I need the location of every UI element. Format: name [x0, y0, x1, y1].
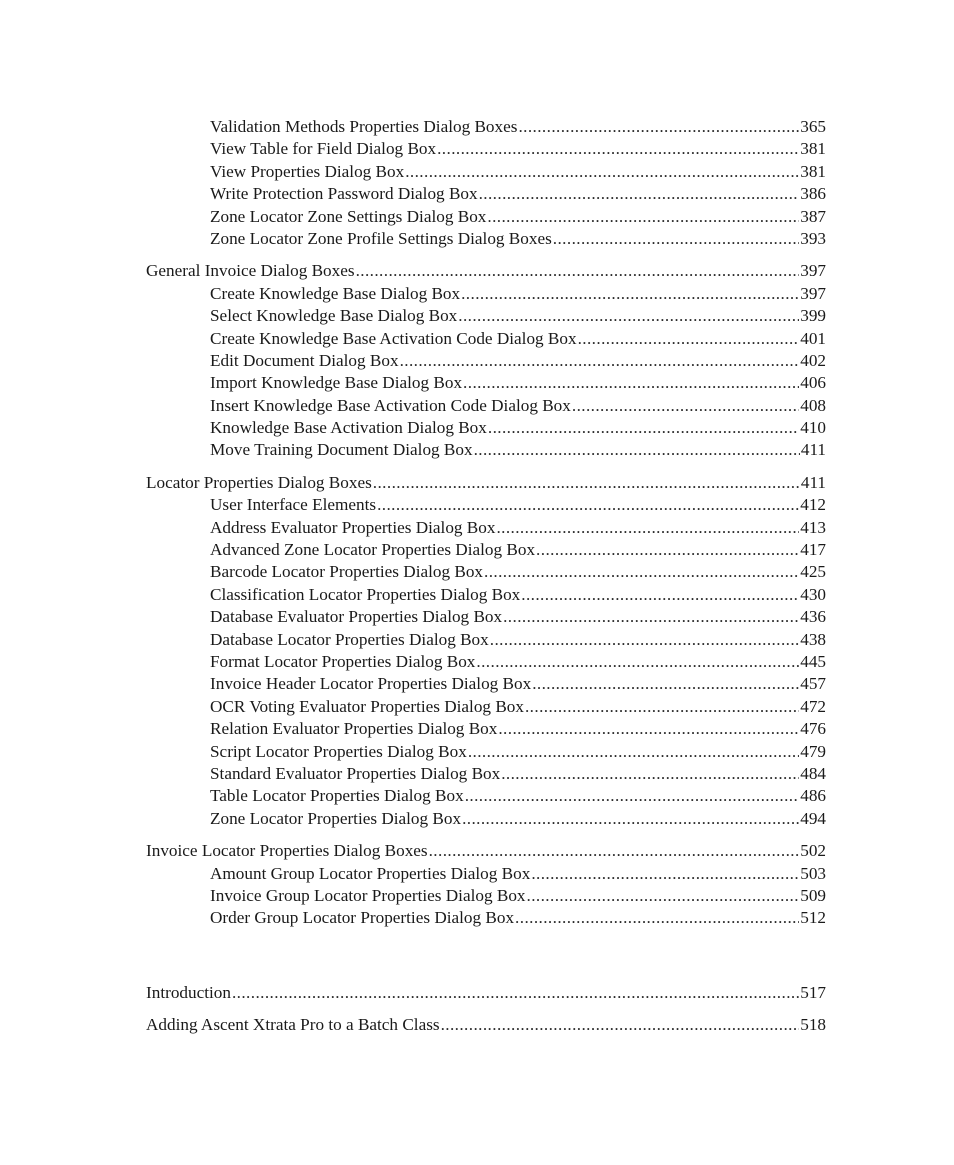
- dot-leader: [474, 439, 800, 461]
- toc-subentry[interactable]: [146, 305, 826, 327]
- toc-page-number: 503: [800, 863, 826, 883]
- toc-page-number: 472: [800, 696, 826, 716]
- toc-page-number: 413: [800, 517, 826, 537]
- dot-leader: [501, 763, 799, 785]
- toc-page-number: 476: [800, 719, 826, 739]
- toc-page-number: 397: [800, 261, 826, 281]
- toc-page-number: 365: [800, 117, 826, 136]
- dot-leader: [458, 305, 799, 327]
- toc-entry-title: Move Training Document Dialog Box: [210, 440, 473, 460]
- dot-leader: [532, 673, 799, 695]
- dot-leader: [515, 907, 799, 929]
- toc-page-number: 408: [800, 395, 826, 415]
- dot-leader: [429, 840, 800, 862]
- toc-heading-entry[interactable]: [146, 260, 826, 282]
- toc-section: [146, 116, 826, 250]
- dot-leader: [484, 561, 799, 583]
- toc-subentry[interactable]: [146, 372, 826, 394]
- toc-subentry[interactable]: [146, 539, 826, 561]
- dot-leader: [521, 584, 799, 606]
- toc-entry-title: Locator Properties Dialog Boxes: [146, 472, 372, 492]
- dot-leader: [487, 206, 799, 228]
- dot-leader: [373, 472, 800, 494]
- toc-subentry[interactable]: [146, 718, 826, 740]
- toc-entry-title: Validation Methods Properties Dialog Boxes: [210, 117, 518, 136]
- toc-subentry[interactable]: [146, 629, 826, 651]
- dot-leader: [377, 494, 799, 516]
- toc-page-number: 401: [800, 328, 826, 348]
- toc-subentry[interactable]: [146, 494, 826, 516]
- dot-leader: [496, 517, 799, 539]
- toc-entry-title: Format Locator Properties Dialog Box: [210, 651, 476, 671]
- toc-heading-entry[interactable]: [146, 840, 826, 862]
- dot-leader: [572, 395, 799, 417]
- toc-page-number: 502: [800, 841, 826, 861]
- dot-leader: [437, 138, 799, 160]
- toc-subentry[interactable]: [146, 328, 826, 350]
- toc-page-number: 457: [800, 674, 826, 694]
- toc-entry-title: Order Group Locator Properties Dialog Box: [210, 908, 515, 928]
- dot-leader: [463, 372, 799, 394]
- toc-page-number: 436: [800, 607, 826, 627]
- toc-page-number: 486: [800, 786, 826, 806]
- dot-leader: [468, 741, 799, 763]
- dot-leader: [356, 260, 800, 282]
- toc-subentry[interactable]: [146, 283, 826, 305]
- dot-leader: [479, 183, 800, 205]
- toc-subentry[interactable]: [146, 808, 826, 830]
- toc-subentry[interactable]: [146, 116, 826, 138]
- dot-leader: [527, 885, 800, 907]
- toc-page-number: 387: [800, 206, 826, 226]
- toc-entry-title: Knowledge Base Activation Dialog Box: [210, 418, 487, 438]
- dot-leader: [553, 228, 799, 250]
- dot-leader: [405, 161, 799, 183]
- dot-leader: [488, 417, 799, 439]
- toc-subentry[interactable]: [146, 228, 826, 250]
- toc-page-number: 406: [800, 373, 826, 393]
- toc-entry-title: Write Protection Password Dialog Box: [210, 184, 478, 204]
- table-of-contents: [146, 116, 826, 1036]
- dot-leader: [578, 328, 800, 350]
- toc-subentry[interactable]: [146, 350, 826, 372]
- toc-page-number: 412: [800, 495, 826, 515]
- dot-leader: [518, 116, 799, 138]
- toc-subentry[interactable]: [146, 138, 826, 160]
- toc-entry-title: Select Knowledge Base Dialog Box: [210, 306, 458, 326]
- toc-entry-title: Zone Locator Zone Settings Dialog Box: [210, 206, 487, 226]
- toc-subentry[interactable]: [146, 584, 826, 606]
- toc-entry-title: Insert Knowledge Base Activation Code Dialog Box: [210, 395, 571, 415]
- toc-page-number: 411: [800, 472, 826, 492]
- dot-leader: [441, 1014, 800, 1036]
- toc-page-number: 517: [800, 982, 826, 1002]
- toc-subentry[interactable]: [146, 763, 826, 785]
- toc-entry-title: Create Knowledge Base Dialog Box: [210, 283, 461, 303]
- toc-entry-title: View Properties Dialog Box: [210, 161, 405, 181]
- toc-page-number: 417: [800, 540, 826, 560]
- dot-leader: [503, 606, 799, 628]
- toc-entry-title: Zone Locator Properties Dialog Box: [210, 808, 462, 828]
- toc-page-number: 438: [800, 629, 826, 649]
- dot-leader: [490, 629, 799, 651]
- toc-subentry[interactable]: [146, 161, 826, 183]
- dot-leader: [462, 808, 799, 830]
- toc-section: [146, 840, 826, 930]
- dot-leader: [525, 696, 799, 718]
- toc-page-number: 494: [800, 808, 826, 828]
- toc-section: [146, 1014, 826, 1036]
- toc-section: [146, 472, 826, 830]
- toc-entry-title: Create Knowledge Base Activation Code Dialog Box: [210, 328, 577, 348]
- toc-page-number: 397: [800, 283, 826, 303]
- toc-entry-title: Script Locator Properties Dialog Box: [210, 741, 467, 761]
- toc-subentry[interactable]: [146, 741, 826, 763]
- toc-page-number: 484: [800, 763, 826, 783]
- toc-entry-title: Relation Evaluator Properties Dialog Box: [210, 719, 498, 739]
- toc-entry-title: View Table for Field Dialog Box: [210, 139, 437, 159]
- dot-leader: [461, 283, 799, 305]
- dot-leader: [465, 785, 800, 807]
- toc-page-number: 399: [800, 306, 826, 326]
- toc-subentry[interactable]: [146, 206, 826, 228]
- toc-page-number: 402: [800, 350, 826, 370]
- toc-page-number: 410: [800, 418, 826, 438]
- toc-entry-title: OCR Voting Evaluator Properties Dialog Box: [210, 696, 524, 716]
- toc-page-number: 381: [800, 139, 826, 159]
- toc-subentry[interactable]: [146, 651, 826, 673]
- toc-entry-title: Adding Ascent Xtrata Pro to a Batch Class: [146, 1015, 440, 1035]
- toc-page-number: 509: [800, 885, 826, 905]
- toc-entry-title: Database Locator Properties Dialog Box: [210, 629, 489, 649]
- toc-subentry[interactable]: [146, 673, 826, 695]
- toc-heading-entry[interactable]: [146, 1014, 826, 1036]
- toc-subentry[interactable]: [146, 183, 826, 205]
- toc-entry-title: Amount Group Locator Properties Dialog Box: [210, 863, 531, 883]
- toc-entry-title: General Invoice Dialog Boxes: [146, 261, 355, 281]
- toc-page-number: 393: [800, 228, 826, 248]
- toc-subentry[interactable]: [146, 439, 826, 461]
- toc-heading-entry[interactable]: [146, 982, 826, 1004]
- toc-page-number: 512: [800, 908, 826, 928]
- toc-entry-title: Import Knowledge Base Dialog Box: [210, 373, 463, 393]
- toc-subentry[interactable]: [146, 517, 826, 539]
- dot-leader: [400, 350, 800, 372]
- toc-entry-title: Invoice Locator Properties Dialog Boxes: [146, 841, 428, 861]
- toc-subentry[interactable]: [146, 907, 826, 929]
- toc-page-number: 445: [800, 651, 826, 671]
- toc-page-number: 381: [800, 161, 826, 181]
- toc-subentry[interactable]: [146, 696, 826, 718]
- toc-subentry[interactable]: [146, 885, 826, 907]
- toc-subentry[interactable]: [146, 417, 826, 439]
- toc-page-number: 518: [800, 1015, 826, 1035]
- toc-page-number: 479: [800, 741, 826, 761]
- toc-entry-title: Advanced Zone Locator Properties Dialog Box: [210, 540, 536, 560]
- toc-entry-title: Invoice Header Locator Properties Dialog Box: [210, 674, 532, 694]
- toc-section: [146, 260, 826, 462]
- toc-entry-title: Barcode Locator Properties Dialog Box: [210, 562, 484, 582]
- toc-entry-title: Table Locator Properties Dialog Box: [210, 786, 464, 806]
- toc-page-number: 430: [800, 584, 826, 604]
- dot-leader: [476, 651, 799, 673]
- toc-subentry[interactable]: [146, 863, 826, 885]
- toc-entry-title: Database Evaluator Properties Dialog Box: [210, 607, 503, 627]
- toc-page-number: 411: [800, 440, 826, 460]
- toc-entry-title: Invoice Group Locator Properties Dialog Box: [210, 885, 526, 905]
- dot-leader: [531, 863, 799, 885]
- toc-entry-title: Edit Document Dialog Box: [210, 350, 399, 370]
- toc-subentry[interactable]: [146, 561, 826, 583]
- toc-subentry[interactable]: [146, 606, 826, 628]
- dot-leader: [232, 982, 799, 1004]
- toc-subentry[interactable]: [146, 395, 826, 417]
- toc-entry-title: Classification Locator Properties Dialog Box: [210, 584, 521, 604]
- toc-page-number: 386: [800, 184, 826, 204]
- toc-entry-title: Standard Evaluator Properties Dialog Box: [210, 763, 501, 783]
- dot-leader: [498, 718, 799, 740]
- toc-page-number: 425: [800, 562, 826, 582]
- toc-entry-title: Zone Locator Zone Profile Settings Dialog Boxes: [210, 228, 552, 248]
- toc-subentry[interactable]: [146, 785, 826, 807]
- toc-heading-entry[interactable]: [146, 472, 826, 494]
- toc-entry-title: User Interface Elements: [210, 495, 377, 515]
- dot-leader: [536, 539, 799, 561]
- toc-entry-title: Address Evaluator Properties Dialog Box: [210, 517, 496, 537]
- toc-entry-title: Introduction: [146, 982, 231, 1002]
- toc-section: [146, 982, 826, 1004]
